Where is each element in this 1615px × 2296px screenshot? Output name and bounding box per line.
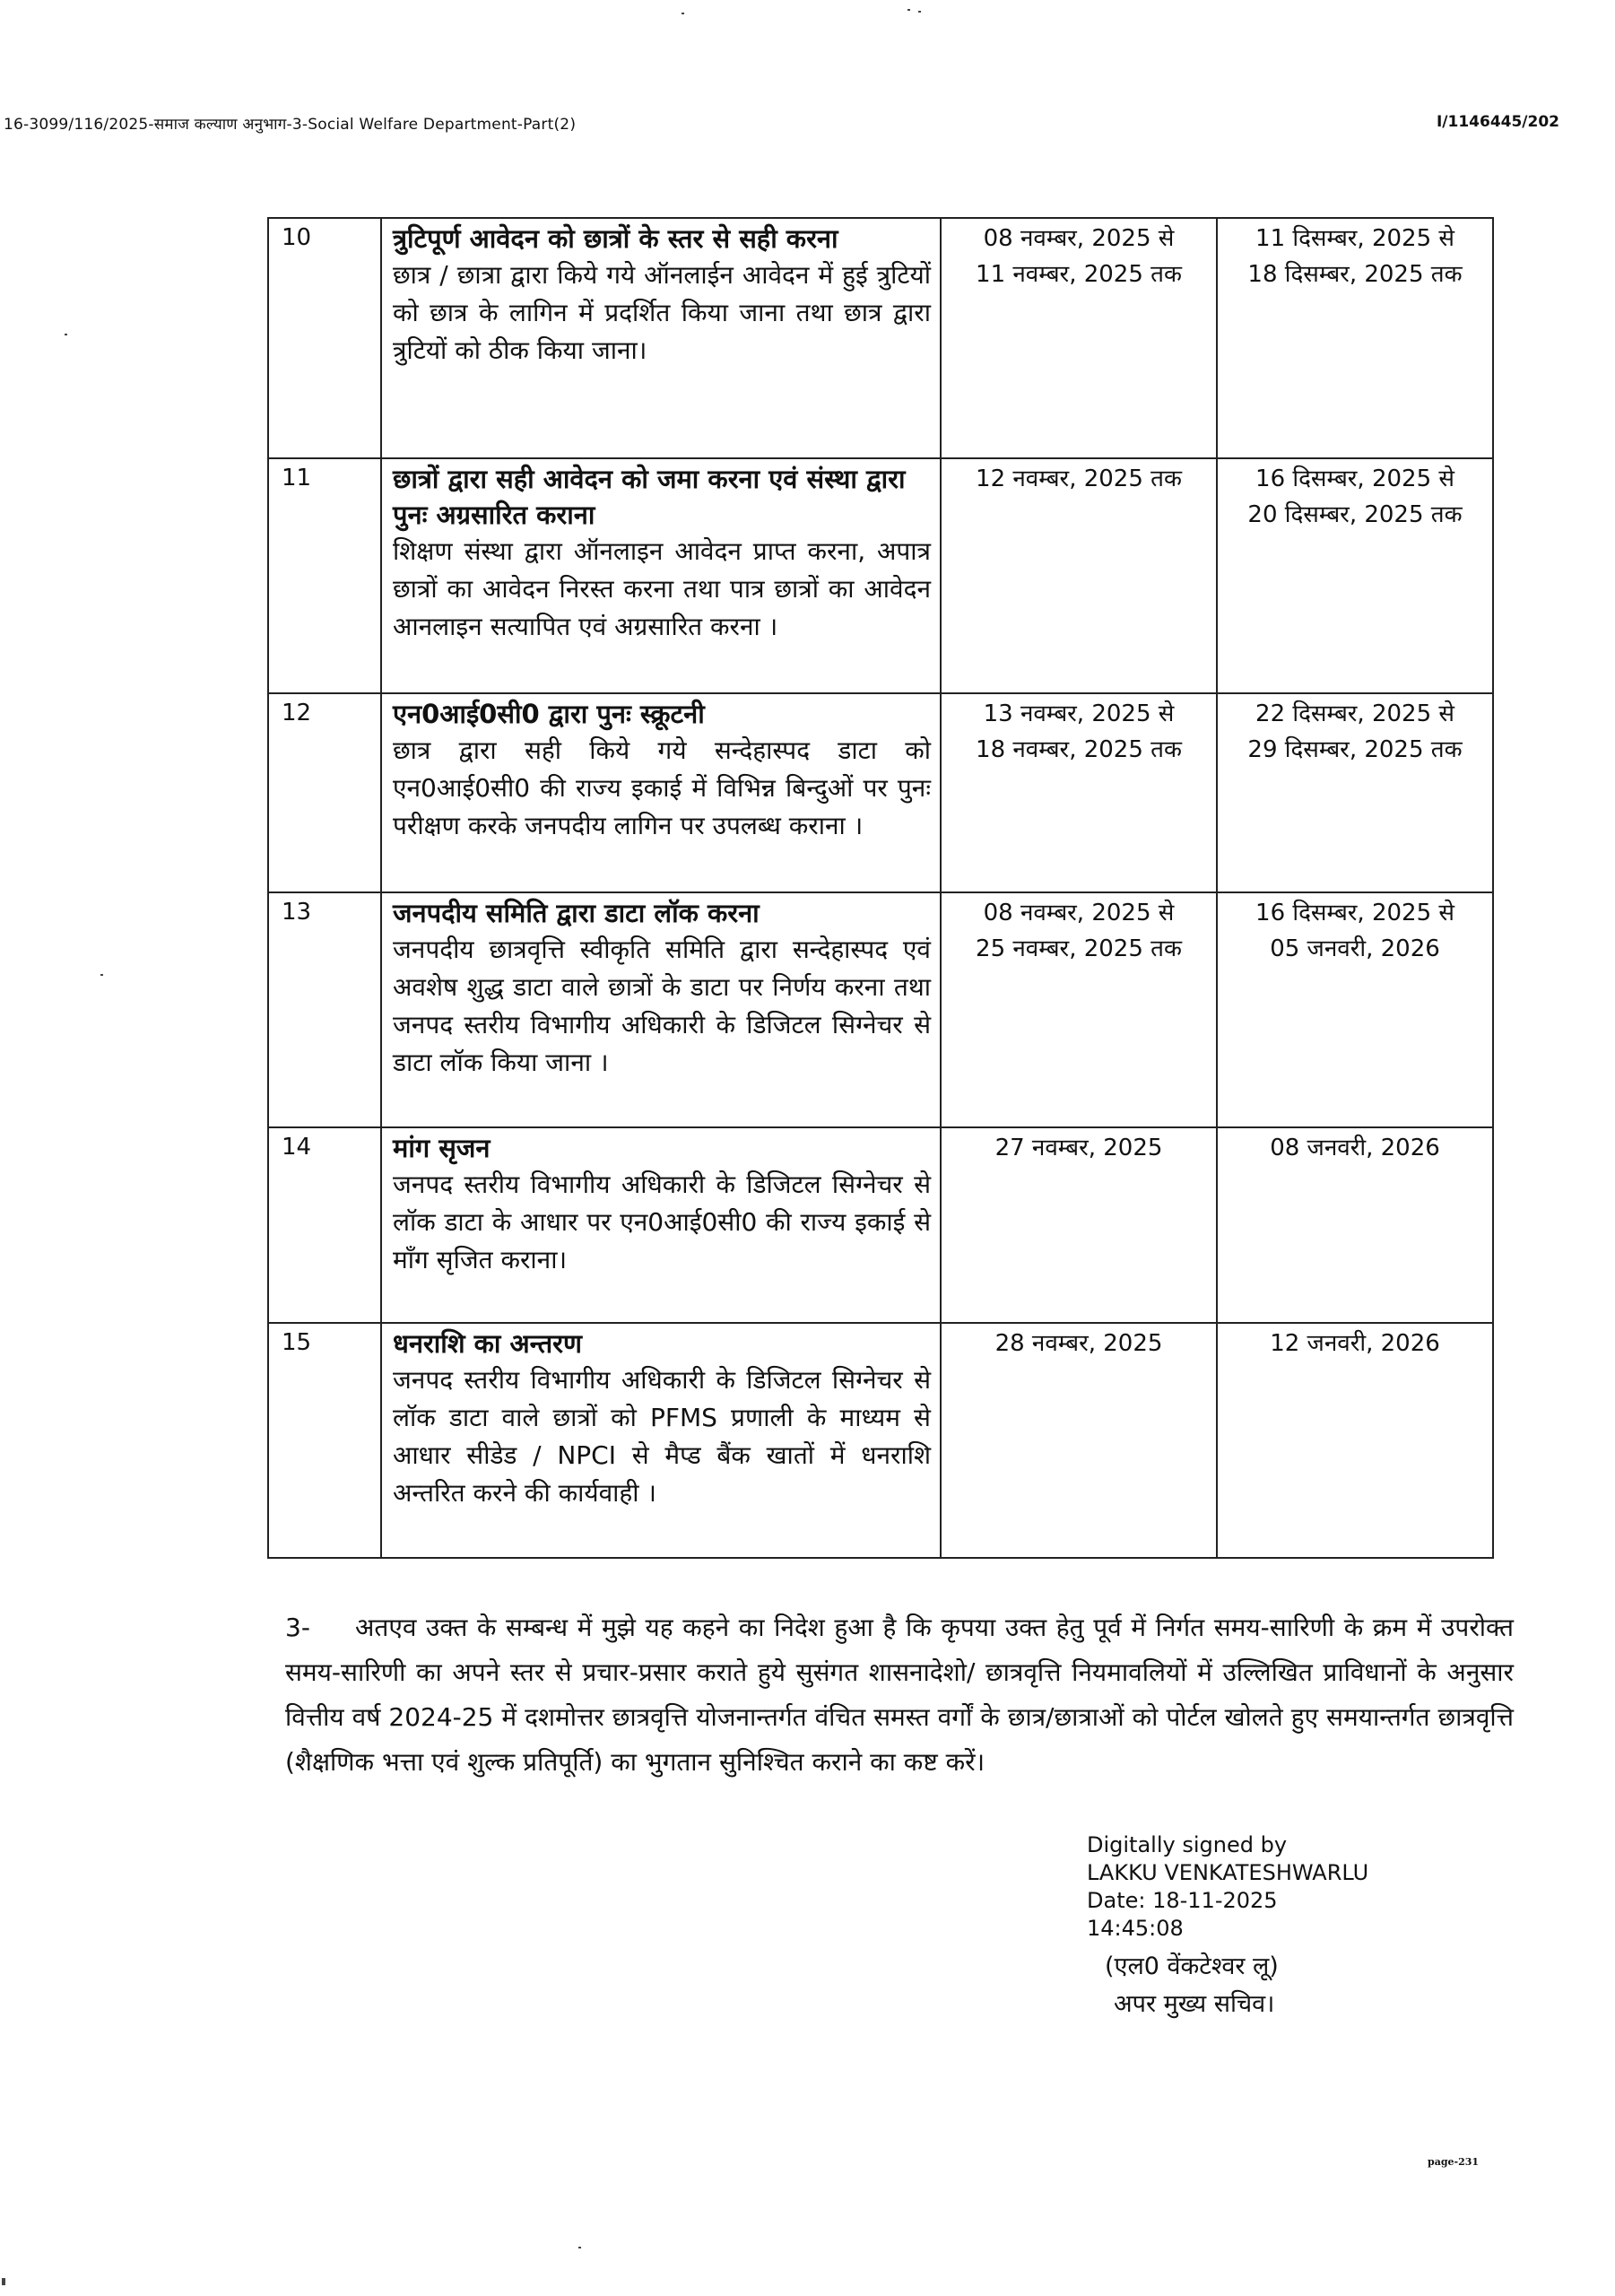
scan-speck [682,13,684,14]
date-column-2 [1217,218,1493,458]
date-line-1: 16 दिसम्बर, 2025 से [1255,465,1454,492]
date-column-2 [1217,458,1493,693]
activity-title: धनराशि का अन्तरण [393,1328,582,1359]
date-line-2: 18 नवम्बर, 2025 तक [976,736,1182,763]
activity-description: छात्र / छात्रा द्वारा किये गये ऑनलाईन आवेदन में हुई त्रुटियों को छात्र के लागिन में प्रदर्शित किया जाना तथा छात्र द्वारा त्रुटियों को ठीक किया जाना। [393,260,931,365]
date-column-2 [1217,1127,1493,1323]
paragraph-number: 3- [285,1613,310,1642]
page-number: page-231 [1428,2156,1480,2168]
date-line-1: 28 नवम्बर, 2025 [994,1330,1163,1357]
serial-number: 11 [268,458,381,693]
activity-title: त्रुटिपूर्ण आवेदन को छात्रों के स्तर से सही करना [393,223,838,254]
activity-cell [381,892,941,1127]
signature-date: Date: 18-11-2025 [1087,1888,1278,1913]
table-row [268,218,1493,458]
activity-cell [381,458,941,693]
scan-speck [100,974,103,976]
document-id: I/1146445/202 [1436,113,1559,131]
serial-number: 14 [268,1127,381,1323]
date-line-1: 22 दिसम्बर, 2025 से [1255,700,1454,727]
date-line-1: 08 जनवरी, 2026 [1270,1135,1440,1161]
date-column-1 [941,693,1217,892]
table-row [268,458,1493,693]
activity-description: छात्र द्वारा सही किये गये सन्देहास्पद डाटा को एन0आई0सी0 की राज्य इकाई में विभिन्न बिन्दुओं पर पुनः परीक्षण करके जनपदीय लागिन पर उपलब्ध कराना । [393,735,931,840]
activity-description: शिक्षण संस्था द्वारा ऑनलाइन आवेदन प्राप्त करना, अपात्र छात्रों का आवेदन निरस्त करना तथा पात्र छात्रों का आवेदन आनलाइन सत्यापित एवं अग्रसारित करना । [393,536,931,641]
date-column-1 [941,1323,1217,1558]
schedule-table [267,217,1494,1559]
date-column-1 [941,458,1217,693]
activity-description: जनपद स्तरीय विभागीय अधिकारी के डिजिटल सिग्नेचर से लॉक डाटा वाले छात्रों को PFMS प्रणाली के माध्यम से आधार सीडेड / NPCI से मैप्ड बैंक खातों में धनराशि अन्तरित करने की कार्यवाही । [393,1365,931,1508]
serial-number: 13 [268,892,381,1127]
activity-cell [381,1323,941,1558]
date-line-2: 05 जनवरी, 2026 [1270,935,1440,962]
serial-number: 15 [268,1323,381,1558]
paragraph-text: अतएव उक्त के सम्बन्ध में मुझे यह कहने का निदेश हुआ है कि कृपया उक्त हेतु पूर्व में निर्गत समय-सारिणी के क्रम में उपरोक्त समय-सारिणी का अपने स्तर से प्रचार-प्रसार कराते हुये सुसंगत शासनादेशो/ छात्रवृत्ति नियमावलियों में उल्लिखित प्राविधानों के अनुसार वित्तीय वर्ष 2024-25 में दशमोत्तर छात्रवृत्ति योजनान्तर्गत वंचित समस्त वर्गों के छात्र/छात्राओं को पोर्टल खोलते हुए समयान्तर्गत छात्रवृत्ति (शैक्षणिक भत्ता एवं शुल्क प्रतिपूर्ति) का भुगतान सुनिश्चित कराने का कष्ट करें। [285,1613,1514,1777]
date-column-1 [941,1127,1217,1323]
scan-speck [65,334,67,335]
date-column-2 [1217,693,1493,892]
date-line-2: 11 नवम्बर, 2025 तक [976,261,1182,288]
date-line-1: 12 नवम्बर, 2025 तक [976,465,1182,492]
table-row [268,1323,1493,1558]
date-line-1: 27 नवम्बर, 2025 [994,1135,1163,1161]
signer-name-hindi: (एल0 वेंकटेश्वर लू) [1105,1952,1279,1980]
scan-speck [578,2247,581,2248]
date-line-2: 25 नवम्बर, 2025 तक [976,935,1182,962]
table-row [268,693,1493,892]
activity-description: जनपद स्तरीय विभागीय अधिकारी के डिजिटल सिग्नेचर से लॉक डाटा के आधार पर एन0आई0सी0 की राज्य इकाई से माँग सृजित कराना। [393,1170,931,1274]
date-line-1: 08 नवम्बर, 2025 से [983,900,1175,926]
date-line-1: 11 दिसम्बर, 2025 से [1255,225,1454,252]
table-row [268,892,1493,1127]
scan-speck [2,2278,5,2285]
scan-speck [918,11,921,13]
date-line-2: 29 दिसम्बर, 2025 तक [1247,736,1463,763]
activity-cell [381,1127,941,1323]
date-column-1 [941,218,1217,458]
signer-designation: अपर मुख्य सचिव। [1114,1990,1275,2018]
date-column-1 [941,892,1217,1127]
activity-title: एन0आई0सी0 द्वारा पुनः स्क्रूटनी [393,699,705,729]
signed-by-label: Digitally signed by [1087,1832,1288,1857]
activity-cell [381,218,941,458]
activity-description: जनपदीय छात्रवृत्ति स्वीकृति समिति द्वारा सन्देहास्पद एवं अवशेष शुद्ध डाटा वाले छात्रों के डाटा पर निर्णय करना तथा जनपद स्तरीय विभागीय अधिकारी के डिजिटल सिग्नेचर से डाटा लॉक किया जाना । [393,935,931,1077]
date-line-2: 18 दिसम्बर, 2025 तक [1247,261,1463,288]
activity-cell [381,693,941,892]
serial-number: 10 [268,218,381,458]
date-line-2: 20 दिसम्बर, 2025 तक [1247,501,1463,528]
date-line-1: 12 जनवरी, 2026 [1270,1330,1440,1357]
scan-speck [907,9,910,11]
signer-name: LAKKU VENKATESHWARLU [1087,1860,1369,1885]
date-column-2 [1217,892,1493,1127]
signature-time: 14:45:08 [1087,1916,1184,1941]
serial-number: 12 [268,693,381,892]
table-row [268,1127,1493,1323]
activity-title: मांग सृजन [393,1133,491,1163]
date-line-1: 16 दिसम्बर, 2025 से [1255,900,1454,926]
file-reference: 16-3099/116/2025-समाज कल्याण अनुभाग-3-Social Welfare Department-Part(2) [4,116,577,134]
digital-signature-block [1087,1831,1368,2023]
date-line-1: 08 नवम्बर, 2025 से [983,225,1175,252]
date-line-1: 13 नवम्बर, 2025 से [983,700,1175,727]
date-column-2 [1217,1323,1493,1558]
activity-title: छात्रों द्वारा सही आवेदन को जमा करना एवं संस्था द्वारा पुनः अग्रसारित कराना [393,464,906,530]
activity-title: जनपदीय समिति द्वारा डाटा लॉक करना [393,898,760,928]
paragraph-3 [285,1605,1514,1785]
